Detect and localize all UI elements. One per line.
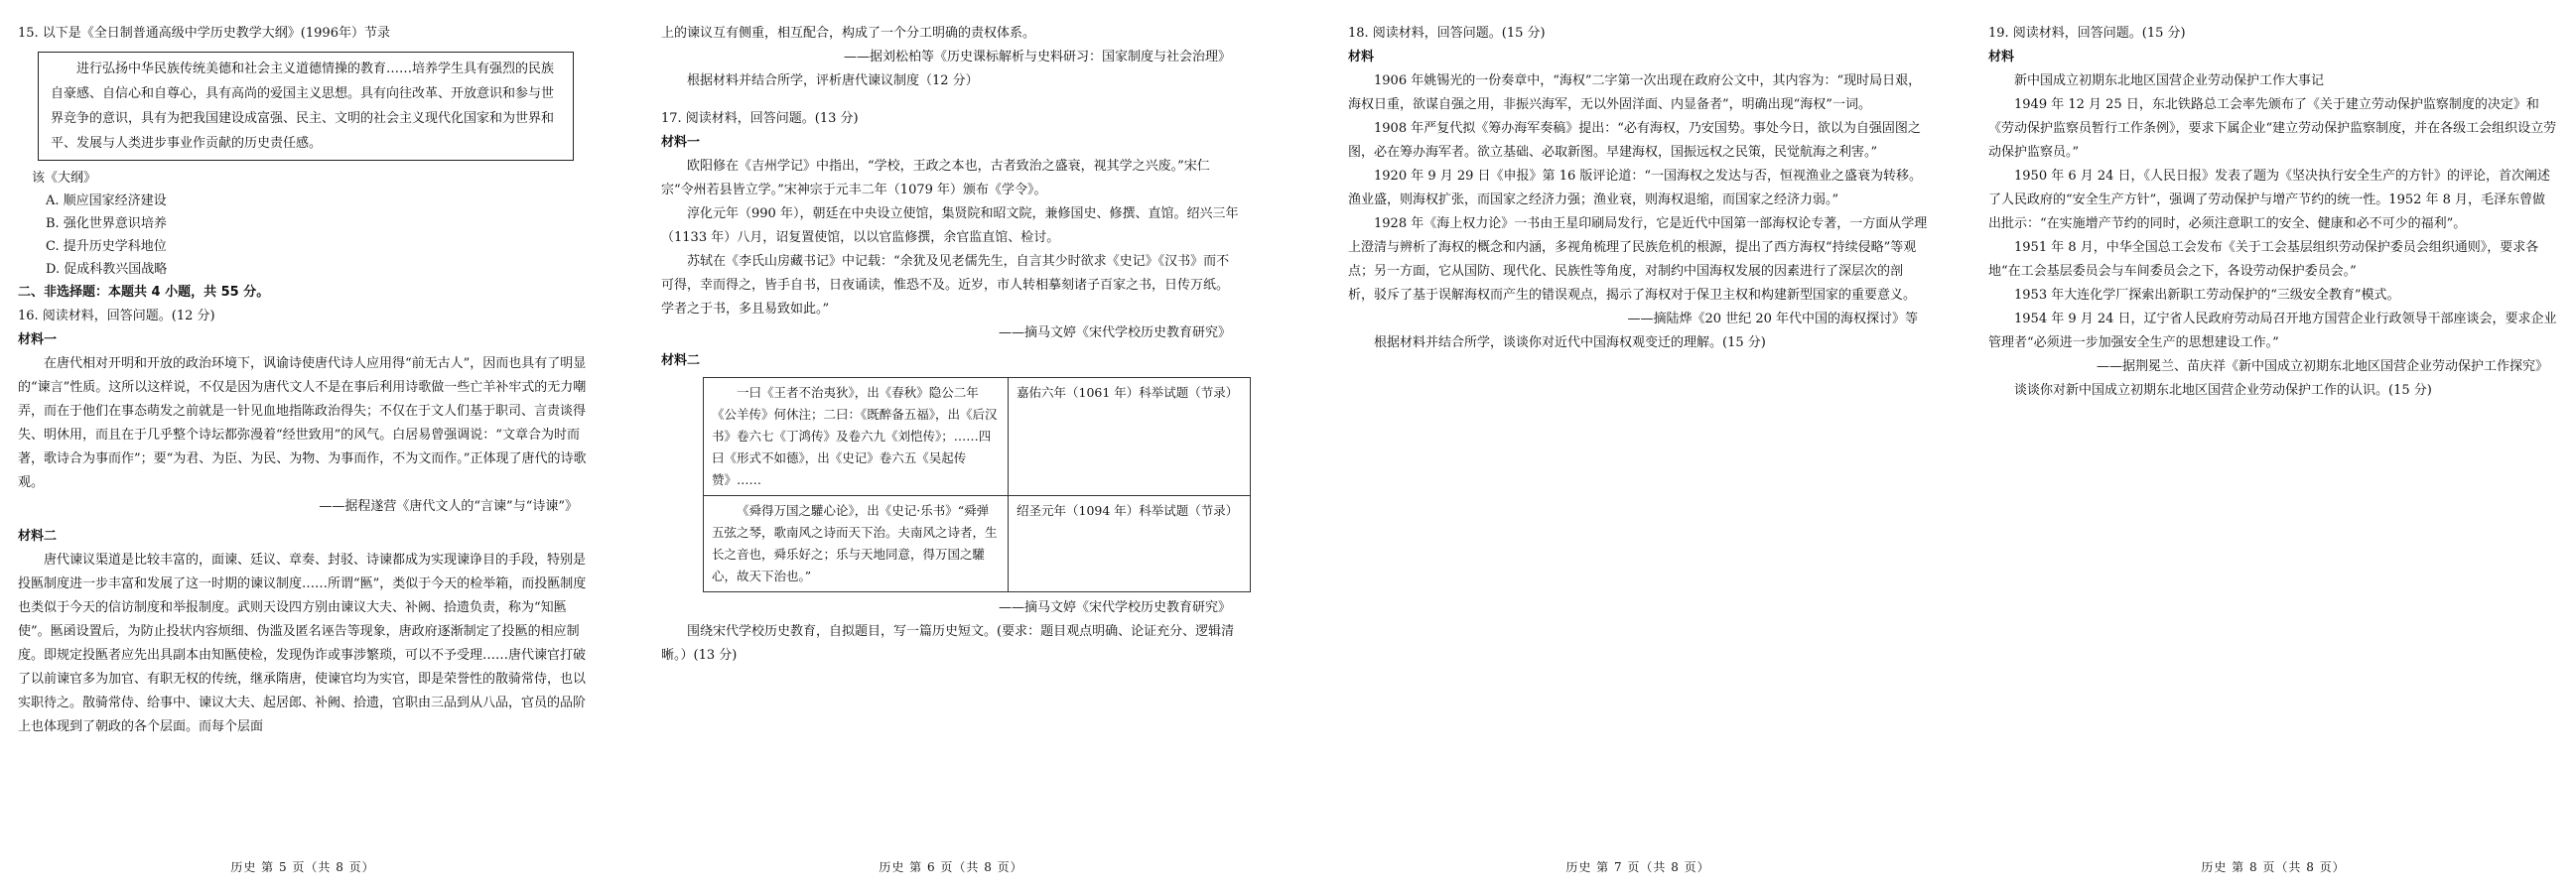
material-source: ——摘陆烨《20 世纪 20 年代中国的海权探讨》等 (1627, 312, 1918, 326)
table-cell: 《舜得万国之驩心论》，出《史记·乐书》“舜弹五弦之琴，歌南风之诗而天下治。夫南风之诗者，生长之音也，舜乐好之；乐与天地同意，得万国之驩心，故天下治也。” (704, 496, 1009, 592)
material-1-source: ——摘马文婷《宋代学校历史教育研究》 (998, 325, 1231, 340)
material-1-source: ——据程遂营《唐代文人的“言谏”与“诗谏”》 (319, 499, 578, 514)
page-8 (1970, 0, 2576, 893)
material-label: 材料 (1348, 50, 1375, 64)
question-15-ask: 该《大纲》 (32, 171, 97, 186)
option-d[interactable]: D. 促成科教兴国战略 (46, 262, 168, 277)
question-17-task: 围绕宋代学校历史教育，自拟题目，写一篇历史短文。(要求：题目观点明确、论证充分、逻辑清晰。）(13 分) (661, 624, 1235, 663)
page-footer: 历史 第 6 页（共 8 页） (879, 860, 1023, 874)
table-cell: 一曰《王者不治夷狄》，出《春秋》隐公二年《公羊传》何休注；二曰：《既醉备五福》，出《后汉书》卷六七《丁鸿传》及卷六九《刘恺传》；……四曰《形式不如德》，出《史记》卷六五《吴起传赞》…… (704, 378, 1009, 496)
material-2-source: ——摘马文婷《宋代学校历史教育研究》 (998, 600, 1231, 615)
material-source: ——据荆冕兰、苗庆祥《新中国成立初期东北地区国营企业劳动保护工作探究》 (2096, 359, 2548, 374)
material-2-continuation: 上的谏议互有侧重，相互配合，构成了一个分工明确的责权体系。 (661, 26, 1036, 41)
option-b[interactable]: B. 强化世界意识培养 (46, 216, 167, 231)
question-18-task: 根据材料并结合所学，谈谈你对近代中国海权观变迁的理解。(15 分) (1374, 335, 1766, 350)
material-para-4: 1953 年大连化学厂探索出新职工劳动保护的“三级安全教育”模式。 (2014, 288, 2400, 303)
table-row (704, 496, 1251, 592)
material-1-para-1: 欧阳修在《吉州学记》中指出，“学校，王政之本也，古者致治之盛衰，视其学之兴废。”宋仁宗“令州若县皆立学。”宋神宗于元丰二年（1079 年）颁布《学令》。 (661, 159, 1210, 197)
material-2-label: 材料二 (18, 529, 58, 544)
material-para-1: 1949 年 12 月 25 日，东北铁路总工会率先颁布了《关于建立劳动保护监察制度的决定》和《劳动保护监察员暂行工作条例》，要求下属企业“建立劳动保护监察制度，并在各级工会组织设立劳动保护监察员。” (1988, 97, 2557, 160)
material-1-para-2: 淳化元年（990 年），朝廷在中央设立使馆，集贤院和昭文院，兼修国史、修撰、直馆。绍兴三年（1133 年）八月，诏复置使馆，以以官监修撰，余官监直馆、检讨。 (661, 206, 1239, 245)
syllabus-excerpt-text: 进行弘扬中华民族传统美德和社会主义道德情操的教育……培养学生具有强烈的民族自豪感、自信心和自尊心，具有高尚的爱国主义思想。具有向往改革、开放意识和参与世界竞争的意识，具有为把我国建设成富强、民主、文明的社会主义现代化国家和为世界和平、发展与人类进步事业作贡献的历史责任感。 (51, 62, 555, 151)
material-1-label: 材料一 (18, 332, 58, 347)
page-footer: 历史 第 7 页（共 8 页） (1565, 860, 1710, 874)
page-footer: 历史 第 8 页（共 8 页） (2201, 860, 2346, 874)
material-para-5: 1954 年 9 月 24 日，辽宁省人民政府劳动局召开地方国营企业行政领导干部座谈会，要求企业管理者“必须进一步加强安全生产的思想建设工作。” (1988, 312, 2557, 350)
page-footer: 历史 第 5 页（共 8 页） (230, 860, 375, 874)
material-para-2: 1908 年严复代拟《筹办海军奏稿》提出：“必有海权，乃安国势。事处今日，欲以为自强固图之图，必在筹办海军者。欲立基础、必取新图。早建海权，国振远权之民策，民觉航海之利害。” (1348, 121, 1921, 160)
material-para-1: 1906 年姚锡光的一份奏章中，“海权”二字第一次出现在政府公文中，其内容为：“现时局日艰，海权日重，欲谋自强之用，非振兴海军，无以外固洋面、内显备者”，明确出现“海权”一词。 (1348, 73, 1922, 112)
option-a[interactable]: A. 顺应国家经济建设 (46, 193, 167, 208)
material-2-label: 材料二 (661, 353, 701, 368)
question-18-stem: 18. 阅读材料，回答问题。(15 分) (1348, 26, 1546, 41)
material-para-3: 1920 年 9 月 29 日《申报》第 16 版评论道：“一国海权之发达与否，恒视渔业之盛衰为转移。渔业盛，则海权扩张，而国家之经济力强；渔业衰，则海权退缩，而国家之经济力弱。” (1348, 169, 1923, 207)
question-16-task: 根据材料并结合所学，评析唐代谏议制度（12 分） (687, 73, 979, 88)
page-7 (1330, 0, 1946, 893)
question-19-task: 谈谈你对新中国成立初期东北地区国营企业劳动保护工作的认识。(15 分) (2014, 383, 2432, 398)
page-5 (0, 0, 606, 893)
material-1-text: 在唐代相对开明和开放的政治环境下，讽谕诗使唐代诗人应用得“前无古人”，因而也具有了明显的“谏言”性质。这所以这样说，不仅是因为唐代文人不是在事后利用诗歌做一些亡羊补牢式的无力嘲弄，而在于他们在事态萌发之前就是一针见血地指陈政治得失；不仅在于文人们基于职司、言责谈得失、明休用，而且在于几乎整个诗坛都弥漫着“经世致用”的风气。白居易曾强调说：“文章合为时而著，歌诗合为事而作”；要“为君、为臣、为民、为物、为事而作，不为文而作。”正体现了唐代的诗歌观。 (18, 356, 587, 490)
question-15-stem: 15. 以下是《全日制普通高级中学历史教学大纲》(1996年）节录 (18, 26, 390, 41)
question-16-stem: 16. 阅读材料，回答问题。(12 分) (18, 309, 215, 323)
material-para-4: 1928 年《海上权力论》一书由王星印刷局发行，它是近代中国第一部海权论专著，一方面从学理上澄清与辨析了海权的概念和内涵，多视角梳理了民族危机的根源，提出了西方海权“持续侵略”等观点；另一方面，它从国防、现代化、民族性等角度，对制约中国海权发展的因素进行了深层次的剖析，驳斥了基于误解海权而产生的错误观点，揭示了海权对于保卫主权和构建新型国家的重要意义。 (1348, 216, 1928, 303)
table-cell: 绍圣元年（1094 年）科举试题（节录） (1009, 496, 1251, 592)
material-1-label: 材料一 (661, 135, 701, 150)
section-2-heading: 二、非选择题：本题共 4 小题，共 55 分。 (18, 285, 270, 300)
question-17-stem: 17. 阅读材料，回答问题。(13 分) (661, 111, 859, 126)
material-2-text: 唐代谏议渠道是比较丰富的，面谏、廷议、章奏、封驳、诗谏都成为实现谏诤目的手段，特别是投匦制度进一步丰富和发展了这一时期的谏议制度……所谓“匦”，类似于今天的检举箱，而投匦制度也类似于今天的信访制度和举报制度。武则天设四方别由谏议大夫、补阙、拾遗负责，称为“知匦使”。匦函设置后，为防止投状内容烦细、伪滥及匿名诬告等现象，唐政府逐渐制定了投匦的相应制度。即规定投匦者应先出具副本由知匦使检，发现伪诈或事涉繁琐，可以不予受理……唐代谏官打破了以前谏官多为加官、有职无权的传统，继承隋唐，使谏官均为实官，即是荣誉性的散骑常侍，也以实职待之。散骑常侍、给事中、谏议大夫、起居郎、补阙、拾遗，官职由三品到从八品，官员的品阶上也体现到了朝政的各个层面。而每个层面 (18, 553, 587, 734)
option-c[interactable]: C. 提升历史学科地位 (46, 239, 167, 254)
material-2-source: ——据刘松柏等《历史课标解析与史料研习：国家制度与社会治理》 (843, 50, 1231, 64)
syllabus-excerpt-box (38, 52, 574, 161)
material-title: 新中国成立初期东北地区国营企业劳动保护工作大事记 (2014, 73, 2325, 88)
table-cell: 嘉佑六年（1061 年）科举试题（节录） (1009, 378, 1251, 496)
exam-questions-table (703, 377, 1251, 592)
material-1-para-3: 苏轼在《李氏山房藏书记》中记载：“余犹及见老儒先生，自言其少时欲求《史记》《汉书》而不可得，幸而得之，皆手自书，日夜诵读，惟恐不及。近岁，市人转相摹刻诸子百家之书，日传万纸。学者之于书，多且易致如此。” (661, 254, 1230, 317)
page-6 (643, 0, 1259, 893)
question-19-stem: 19. 阅读材料，回答问题。(15 分) (1988, 26, 2186, 41)
material-para-3: 1951 年 8 月，中华全国总工会发布《关于工会基层组织劳动保护委员会组织通则》，要求各地“在工会基层委员会与车间委员会之下，各设劳动保护委员会。” (1988, 240, 2539, 279)
material-label: 材料 (1988, 50, 2015, 64)
material-para-2: 1950 年 6 月 24 日，《人民日报》发表了题为《坚决执行安全生产的方针》的评论，首次阐述了人民政府的“安全生产方针”，强调了劳动保护与增产节约的统一性。1952 年 8 月，毛泽东曾做出批示：“在实施增产节约的同时，必须注意职工的安全、健康和必不可少的福利”。 (1988, 169, 2551, 231)
table-row (704, 378, 1251, 496)
